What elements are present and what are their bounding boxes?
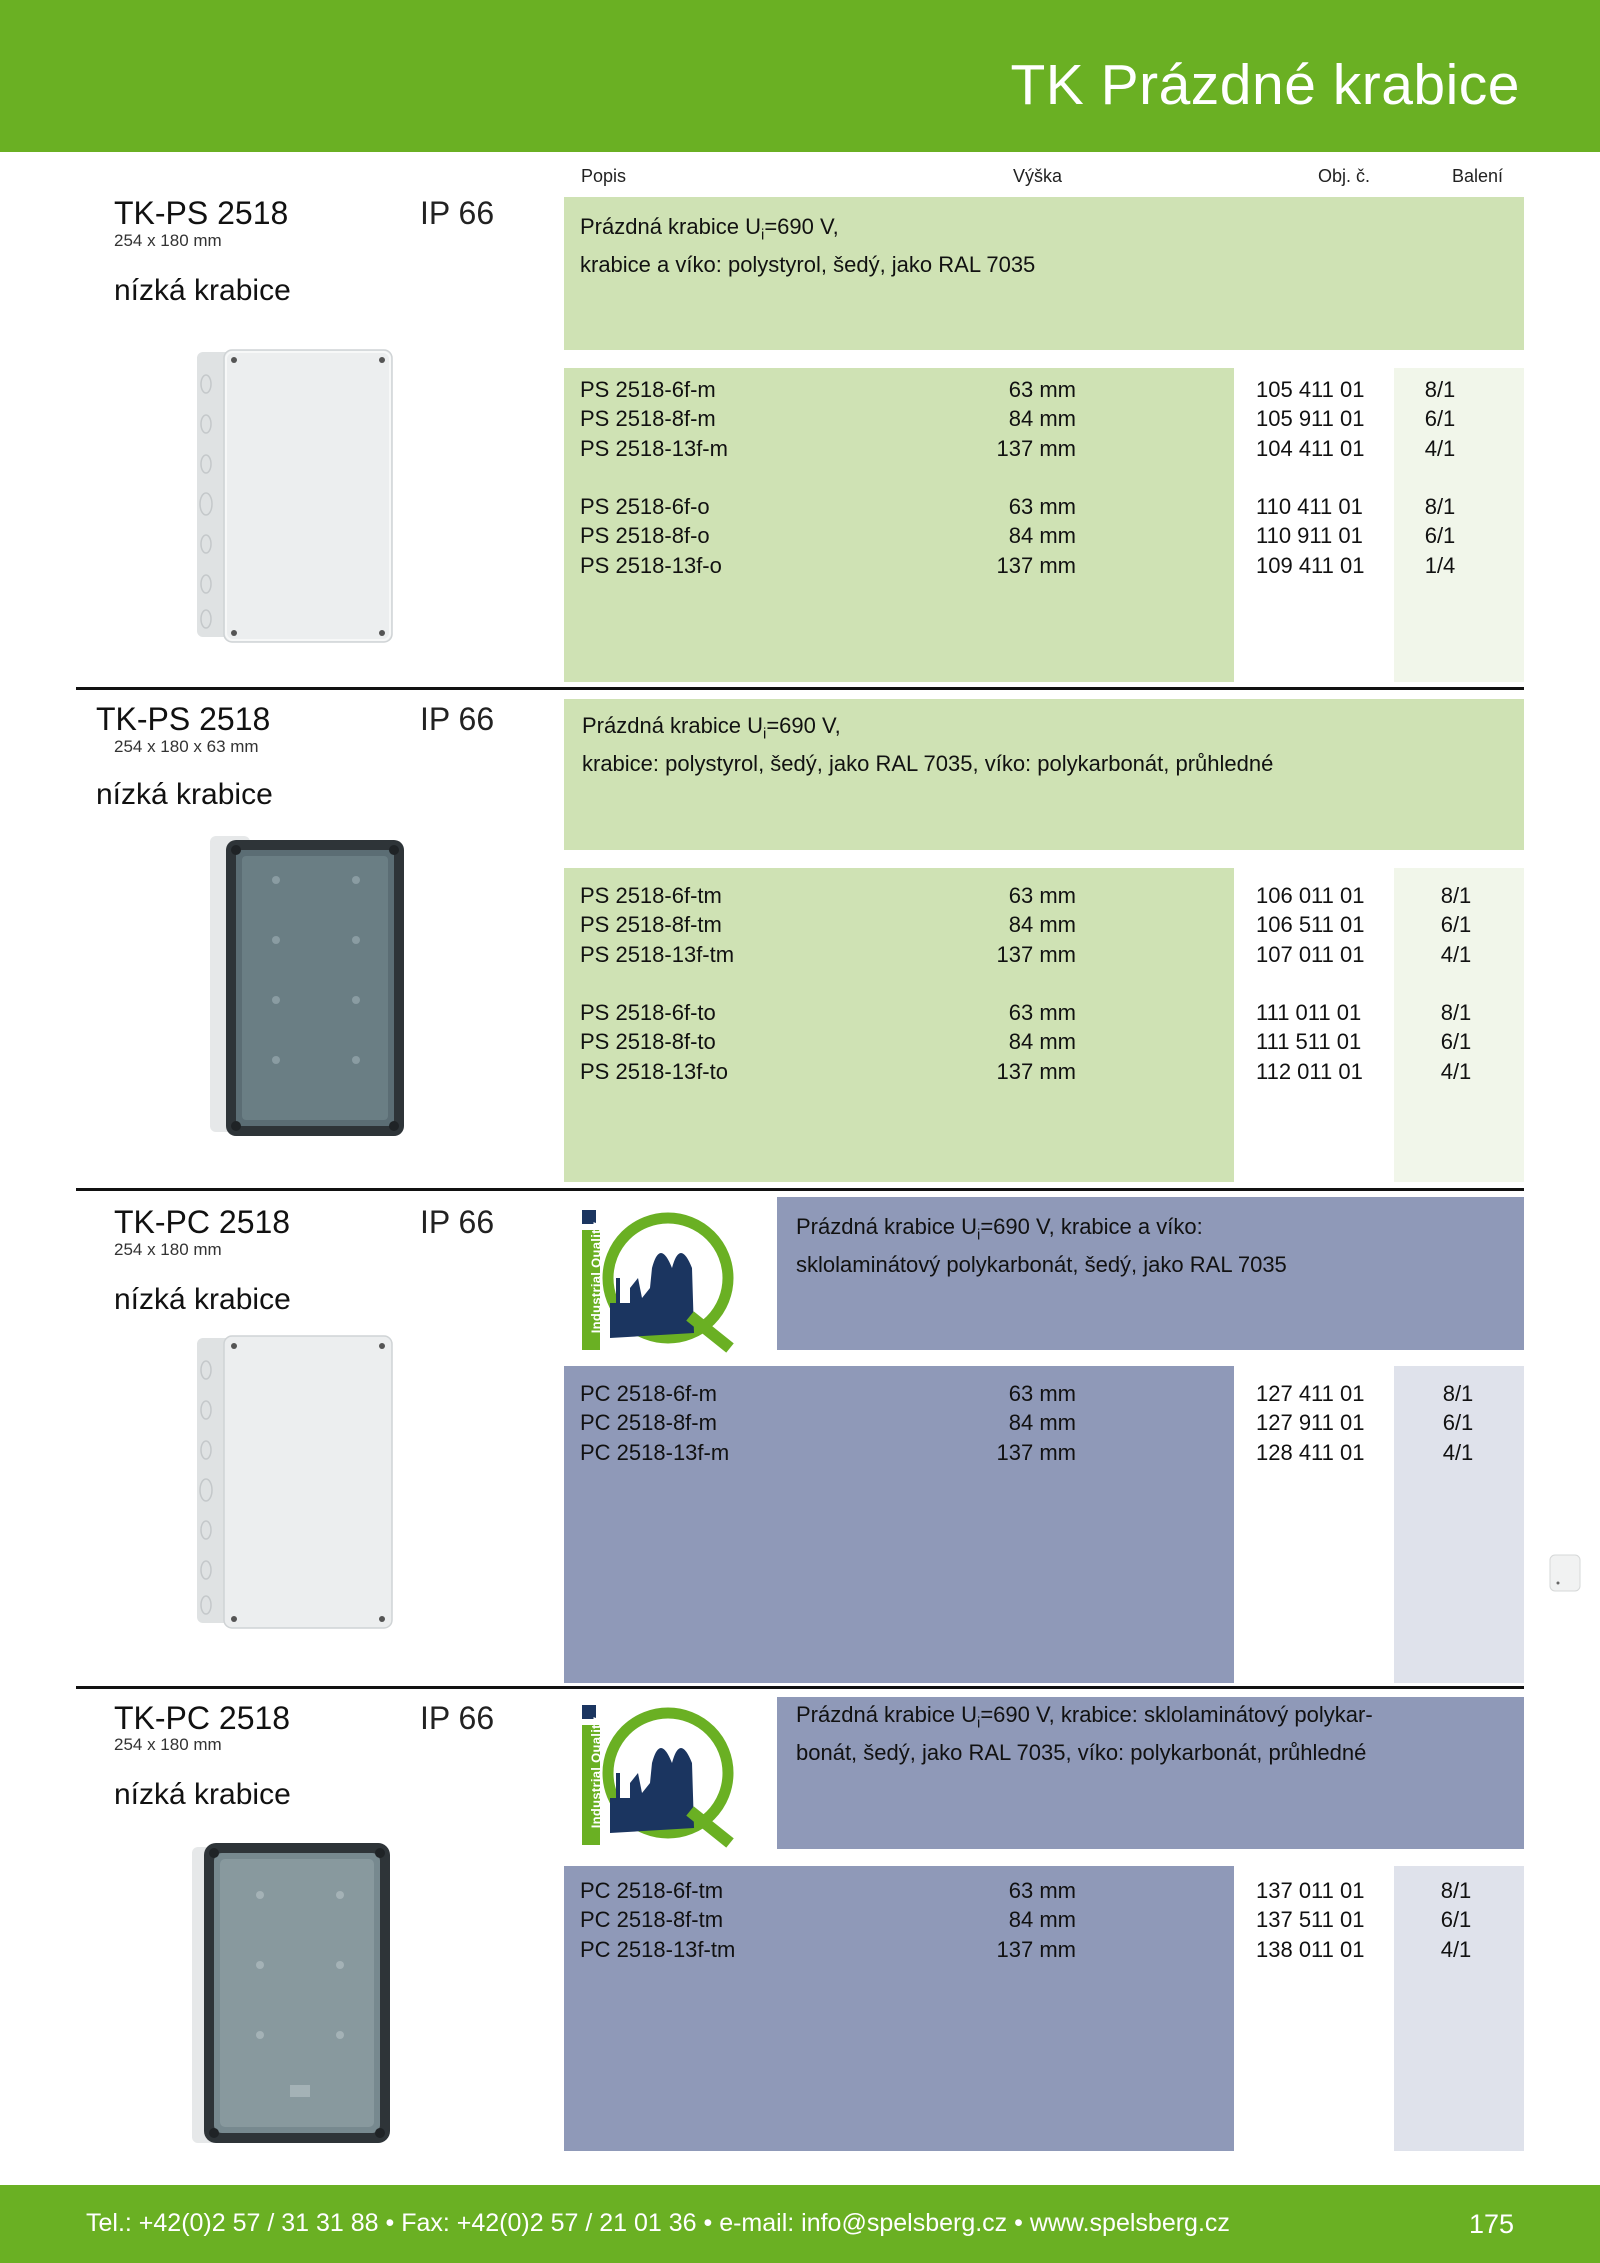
section-subtitle: nízká krabice — [114, 274, 291, 307]
description-text: Prázdná krabice $U_i=690$ V, krabice a víko: sklolaminátový polykarbonát, šedý, jako RAL 7035 — [796, 1214, 1287, 1278]
product-order-numbers: 127 411 01 127 911 01 128 411 01 — [1256, 1381, 1365, 1465]
industrial-quality-label: Industrial Quality — [588, 1221, 604, 1334]
section-title: TK-PC 2518 — [114, 1204, 291, 1240]
product-order-numbers: 106 011 01 106 511 01 107 011 01 111 011 01 111 511 01 112 011 01 — [1256, 883, 1365, 1084]
product-names: PC 2518-6f-m PC 2518-8f-m PC 2518-13f-m — [580, 1381, 730, 1465]
section-divider — [76, 687, 1524, 690]
description-text: Prázdná krabice $U_i=690$ V, krabice: sklolaminátový polykar- bonát, šedý, jako RAL 7035, víko: polykarbonát, průhledné — [796, 1702, 1373, 1766]
ip-rating: IP 66 — [420, 1204, 495, 1240]
product-heights: 63 mm 84 mm 137 mm — [996, 1878, 1076, 1962]
product-packaging: 8/1 6/1 4/1 — [1442, 1381, 1474, 1465]
section-divider — [76, 1686, 1524, 1689]
section-dimensions: 254 x 180 mm — [114, 1240, 222, 1259]
section-divider — [76, 1188, 1524, 1191]
column-header-obj: Obj. č. — [1318, 166, 1371, 186]
product-names: PS 2518-6f-tm PS 2518-8f-tm PS 2518-13f-tm PS 2518-6f-to PS 2518-8f-to PS 2518-13f-to — [580, 883, 735, 1084]
product-packaging: 8/1 6/1 4/1 8/1 6/1 1/4 — [1424, 377, 1456, 578]
product-packaging: 8/1 6/1 4/1 — [1440, 1878, 1472, 1962]
section-dimensions: 254 x 180 mm — [114, 1735, 222, 1754]
footer-contact: Tel.: +42(0)2 57 / 31 31 88 • Fax: +42(0)2 57 / 21 01 36 • e-mail: info@spelsberg.cz • www.spelsberg.cz — [86, 2209, 1230, 2237]
description-text: Prázdná krabice $U_i=690$ V, krabice: polystyrol, šedý, jako RAL 7035, víko: polykarbonát, průhledné — [582, 713, 1274, 777]
section-subtitle: nízká krabice — [114, 1283, 291, 1316]
ip-rating: IP 66 — [420, 701, 495, 737]
column-header-vyska: Výška — [1013, 166, 1063, 186]
product-names: PS 2518-6f-m PS 2518-8f-m PS 2518-13f-m PS 2518-6f-o PS 2518-8f-o PS 2518-13f-o — [580, 377, 728, 578]
ip-rating: IP 66 — [420, 1700, 495, 1736]
section-title: TK-PS 2518 — [96, 701, 271, 737]
description-text: Prázdná krabice $U_i=690$ V, krabice a víko: polystyrol, šedý, jako RAL 7035 — [580, 214, 1036, 278]
product-heights: 63 mm 84 mm 137 mm — [996, 1381, 1076, 1465]
product-image-grey-box — [192, 1330, 402, 1630]
industrial-quality-label: Industrial Quality — [588, 1716, 604, 1829]
section-title: TK-PS 2518 — [114, 195, 289, 231]
product-order-numbers: 137 011 01 137 511 01 138 011 01 — [1256, 1878, 1365, 1962]
product-names: PC 2518-6f-tm PC 2518-8f-tm PC 2518-13f-tm — [580, 1878, 736, 1962]
product-image-transparent-box — [190, 1835, 400, 2150]
product-order-numbers: 105 411 01 105 911 01 104 411 01 110 411 01 110 911 01 109 411 01 — [1256, 377, 1365, 578]
page-title: TK Prázdné krabice — [1010, 53, 1520, 117]
column-header-baleni: Balení — [1452, 166, 1504, 186]
product-image-grey-box — [192, 344, 402, 644]
product-heights: 63 mm 84 mm 137 mm 63 mm 84 mm 137 mm — [996, 377, 1076, 578]
product-heights: 63 mm 84 mm 137 mm 63 mm 84 mm 137 mm — [996, 883, 1076, 1084]
ip-rating: IP 66 — [420, 195, 495, 231]
product-image-transparent-box — [206, 830, 406, 1140]
section-dimensions: 254 x 180 mm — [114, 231, 222, 250]
product-packaging: 8/1 6/1 4/1 8/1 6/1 4/1 — [1440, 883, 1472, 1084]
column-header-popis: Popis — [581, 166, 627, 186]
section-title: TK-PC 2518 — [114, 1700, 291, 1736]
section-subtitle: nízká krabice — [114, 1778, 291, 1811]
page-number: 175 — [1468, 2209, 1514, 2239]
industrial-quality-logo — [580, 1208, 740, 1353]
section-subtitle: nízká krabice — [96, 778, 273, 811]
section-dimensions: 254 x 180 x 63 mm — [114, 737, 259, 756]
side-tab-box-icon — [1548, 1553, 1582, 1593]
industrial-quality-logo — [580, 1703, 740, 1848]
